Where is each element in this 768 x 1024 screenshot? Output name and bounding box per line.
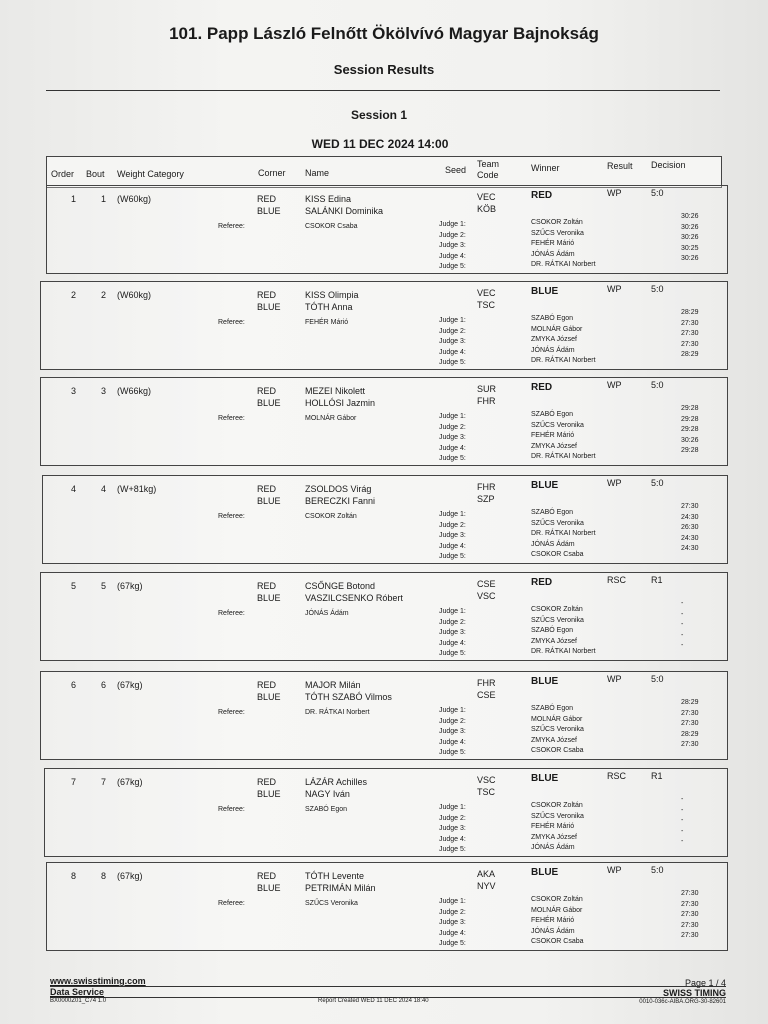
judge-score: - [681, 621, 684, 628]
judge-score: - [681, 642, 684, 649]
decision-score: 5:0 [651, 674, 664, 684]
decision-score: R1 [651, 575, 663, 585]
bout-weight-category: (W+81kg) [117, 484, 157, 494]
judge-name: DR. RÁTKAI Norbert [531, 453, 596, 460]
judge-label: Judge 2: [439, 521, 466, 529]
header-weight-category: Weight Category [117, 169, 184, 179]
blue-corner-label: BLUE [257, 593, 281, 603]
judge-score: 27:30 [681, 900, 699, 908]
bout-weight-category: (67kg) [117, 777, 143, 787]
red-team-code: AKA [477, 869, 496, 879]
judge-score: - [681, 806, 684, 814]
red-team-code: VSC [477, 775, 496, 785]
result-type: WP [607, 478, 622, 488]
document-subtitle: Session Results [333, 62, 435, 77]
judge-score: 27:30 [681, 319, 699, 327]
judge-label: Judge 1: [439, 898, 466, 905]
judge-label: Judge 2: [439, 423, 466, 431]
judge-label: Judge 3: [439, 434, 466, 441]
judge-score: 30:26 [681, 234, 699, 241]
referee-label: Referee: [218, 900, 245, 907]
judge-name: FEHÉR Márió [531, 240, 575, 247]
decision-score: 5:0 [651, 380, 664, 390]
judge-label: Judge 2: [439, 327, 466, 335]
red-boxer-name: MEZEI Nikolett [305, 386, 366, 396]
judge-label: Judge 1: [439, 317, 466, 324]
judge-name: SZABÓ Egon [531, 411, 574, 418]
bout-row [40, 281, 728, 370]
bout-row [40, 377, 728, 466]
winner-corner: BLUE [531, 867, 559, 878]
red-team-code: SUR [477, 384, 497, 394]
judge-label: Judge 3: [439, 728, 466, 735]
referee-name: MOLNÁR Gábor [305, 415, 357, 422]
referee-label: Referee: [218, 610, 245, 617]
judge-score: 29:28 [681, 447, 699, 454]
blue-corner-label: BLUE [257, 398, 281, 408]
winner-corner: RED [531, 577, 553, 588]
blue-corner-label: BLUE [257, 206, 281, 216]
decision-score: R1 [651, 771, 663, 781]
judge-name: MOLNÁR Gábor [531, 906, 583, 914]
footer-page-number: Page 1 / 4 [684, 978, 726, 988]
bout-order: 3 [71, 386, 77, 396]
red-boxer-name: KISS Edina [305, 194, 352, 204]
judge-name: DR. RÁTKAI Norbert [531, 648, 596, 655]
red-corner-label: RED [257, 484, 277, 494]
decision-score: 5:0 [651, 284, 664, 294]
judge-name: JÓNÁS Ádám [531, 927, 575, 935]
judge-label: Judge 2: [439, 231, 466, 239]
bout-order: 4 [71, 484, 77, 494]
bout-weight-category: (67kg) [117, 581, 143, 591]
judge-name: DR. RÁTKAI Norbert [531, 530, 596, 537]
column-header-row [46, 156, 722, 188]
footer-brand: SWISS TIMING [663, 988, 726, 998]
red-boxer-name: MAJOR Milán [305, 680, 361, 690]
red-boxer-name: TÓTH Levente [305, 871, 365, 881]
red-corner-label: RED [257, 871, 277, 881]
red-boxer-name: ZSOLDOS Virág [305, 484, 372, 494]
header-team-code: Team Code [477, 159, 500, 180]
bout-order: 2 [71, 290, 77, 300]
judge-score: 27:30 [681, 503, 699, 510]
blue-boxer-name: TÓTH SZABÓ Vilmos [305, 692, 392, 702]
judge-score: 27:30 [681, 921, 699, 929]
blue-team-code: TSC [477, 787, 495, 797]
judge-label: Judge 1: [439, 511, 466, 518]
judge-name: MOLNÁR Gábor [531, 325, 583, 333]
referee-name: CSOKOR Csaba [305, 223, 358, 230]
blue-corner-label: BLUE [257, 883, 281, 893]
judge-name: SZŰCS Veronika [531, 616, 584, 624]
blue-corner-label: BLUE [257, 302, 281, 312]
judge-score: 29:28 [681, 426, 699, 433]
judge-name: SZŰCS Veronika [531, 812, 584, 820]
bout-order: 1 [71, 194, 77, 204]
result-type: WP [607, 188, 622, 198]
winner-corner: BLUE [531, 480, 559, 491]
referee-label: Referee: [218, 806, 245, 813]
bout-weight-category: (W60kg) [117, 290, 152, 300]
decision-score: 5:0 [651, 188, 664, 198]
judge-score: 28:29 [681, 309, 699, 316]
judge-name: JÓNÁS Ádám [531, 250, 575, 258]
judge-score: 27:30 [681, 890, 699, 897]
judge-name: ZMYKA József [531, 833, 577, 841]
bout-order: 6 [71, 680, 77, 690]
judge-name: FEHÉR Márió [531, 432, 575, 439]
referee-name: FEHÉR Márió [305, 319, 349, 326]
judge-score: 27:30 [681, 720, 699, 727]
referee-label: Referee: [218, 223, 245, 230]
decision-score: 5:0 [651, 478, 664, 488]
header-decision: Decision [651, 160, 686, 170]
red-boxer-name: KISS Olimpia [305, 290, 359, 300]
red-team-code: VEC [477, 288, 496, 298]
result-type: WP [607, 284, 622, 294]
judge-label: Judge 2: [439, 717, 466, 725]
judge-score: 27:30 [681, 330, 699, 337]
judge-score: - [681, 600, 684, 607]
judge-label: Judge 4: [439, 542, 466, 550]
judge-label: Judge 5: [439, 553, 466, 560]
footer-report-created: Report Created WED 11 DEC 2024 18:40 [318, 998, 429, 1004]
winner-corner: BLUE [531, 773, 559, 784]
judge-name: SZŰCS Veronika [531, 726, 584, 733]
judge-score: 27:30 [681, 911, 699, 918]
judge-name: CSOKOR Zoltán [531, 219, 583, 226]
judge-name: SZABÓ Egon [531, 315, 574, 322]
blue-team-code: VSC [477, 591, 496, 601]
judge-name: SZŰCS Veronika [531, 519, 584, 527]
bout-row [46, 862, 728, 951]
judge-name: CSOKOR Zoltán [531, 896, 583, 903]
blue-boxer-name: VASZILCSENKO Róbert [305, 593, 403, 603]
referee-name: CSOKOR Zoltán [305, 513, 357, 520]
judge-label: Judge 2: [439, 908, 466, 916]
judge-label: Judge 4: [439, 929, 466, 937]
judge-label: Judge 3: [439, 242, 466, 249]
bout-order: 8 [71, 871, 77, 881]
judge-label: Judge 5: [439, 359, 466, 366]
judge-score: 26:30 [681, 524, 699, 531]
bout-row [40, 671, 728, 760]
bout-order: 7 [71, 777, 77, 787]
judge-score: - [681, 796, 684, 803]
winner-corner: BLUE [531, 676, 559, 687]
judge-label: Judge 1: [439, 413, 466, 420]
header-winner: Winner [531, 163, 560, 173]
judge-name: CSOKOR Zoltán [531, 606, 583, 613]
judge-score: - [681, 631, 684, 639]
header-name: Name [305, 168, 330, 178]
blue-team-code: KÖB [477, 204, 497, 214]
footer-site: www.swisstiming.com [50, 976, 146, 986]
bout-row [42, 475, 728, 564]
blue-team-code: NYV [477, 881, 496, 891]
judge-label: Judge 5: [439, 455, 466, 462]
judge-name: ZMYKA József [531, 736, 577, 744]
bout-number: 7 [101, 777, 107, 787]
judge-label: Judge 5: [439, 749, 466, 756]
judge-name: ZMYKA József [531, 637, 577, 645]
judge-name: JÓNÁS Ádám [531, 844, 575, 851]
referee-label: Referee: [218, 415, 245, 422]
judge-score: - [681, 610, 684, 618]
judge-label: Judge 1: [439, 707, 466, 714]
judge-score: 29:28 [681, 405, 699, 412]
judge-name: CSOKOR Csaba [531, 938, 584, 945]
judge-score: 27:30 [681, 932, 699, 939]
judge-name: SZŰCS Veronika [531, 421, 584, 429]
blue-corner-label: BLUE [257, 789, 281, 799]
judge-score: 30:26 [681, 436, 699, 444]
judge-score: 27:30 [681, 340, 699, 348]
judge-label: Judge 4: [439, 348, 466, 356]
judge-label: Judge 3: [439, 338, 466, 345]
referee-name: SZŰCS Veronika [305, 900, 358, 907]
bout-number: 5 [101, 581, 107, 591]
blue-boxer-name: HOLLÓSI Jazmin [305, 398, 376, 408]
judge-name: SZŰCS Veronika [531, 229, 584, 237]
blue-boxer-name: BERECZKI Fanni [305, 496, 376, 506]
header-corner: Corner [258, 168, 286, 178]
judge-label: Judge 1: [439, 221, 466, 228]
judge-score: 30:25 [681, 244, 699, 252]
judge-name: DR. RÁTKAI Norbert [531, 357, 596, 364]
judge-name: JÓNÁS Ádám [531, 346, 575, 354]
blue-boxer-name: TÓTH Anna [305, 302, 353, 312]
judge-score: 30:26 [681, 255, 699, 262]
judge-label: Judge 3: [439, 629, 466, 636]
red-corner-label: RED [257, 290, 277, 300]
document-title: 101. Papp László Felnőtt Ökölvívó Magyar Bajnokság [169, 24, 599, 43]
blue-team-code: CSE [477, 690, 496, 700]
judge-name: FEHÉR Márió [531, 917, 575, 924]
blue-boxer-name: SALÁNKI Dominika [305, 206, 384, 216]
blue-boxer-name: PETRIMÁN Milán [305, 883, 376, 893]
header-divider [46, 90, 720, 91]
footer-doc-code: BX0000Z01_C74 1.0 [50, 998, 107, 1004]
bout-weight-category: (W66kg) [117, 386, 152, 396]
red-team-code: CSE [477, 579, 496, 589]
bout-row [44, 768, 728, 857]
header-bout: Bout [86, 169, 105, 179]
blue-boxer-name: NAGY Iván [305, 789, 350, 799]
judge-name: SZABÓ Egon [531, 509, 574, 516]
header-seed: Seed [445, 165, 467, 175]
judge-name: MOLNÁR Gábor [531, 715, 583, 723]
judge-label: Judge 4: [439, 835, 466, 843]
header-order: Order [51, 169, 75, 179]
winner-corner: BLUE [531, 286, 559, 297]
judge-label: Judge 5: [439, 263, 466, 270]
judge-score: - [681, 827, 684, 835]
result-type: RSC [607, 575, 627, 585]
result-type: WP [607, 674, 622, 684]
blue-corner-label: BLUE [257, 692, 281, 702]
decision-score: 5:0 [651, 865, 664, 875]
winner-corner: RED [531, 190, 553, 201]
judge-label: Judge 1: [439, 804, 466, 811]
red-boxer-name: LÁZÁR Achilles [305, 777, 368, 787]
result-type: WP [607, 865, 622, 875]
judge-label: Judge 4: [439, 252, 466, 260]
judge-score: - [681, 838, 684, 845]
red-corner-label: RED [257, 194, 277, 204]
judge-name: FEHÉR Márió [531, 823, 575, 830]
judge-label: Judge 5: [439, 650, 466, 657]
referee-name: JÓNÁS Ádám [305, 610, 349, 617]
blue-team-code: FHR [477, 396, 496, 406]
judge-score: 24:30 [681, 513, 699, 521]
judge-score: 28:29 [681, 351, 699, 358]
bout-weight-category: (W60kg) [117, 194, 152, 204]
red-team-code: VEC [477, 192, 496, 202]
judge-score: 28:29 [681, 699, 699, 706]
session-datetime: WED 11 DEC 2024 14:00 [311, 137, 449, 151]
footer-service: Data Service [50, 987, 105, 997]
judge-name: SZABÓ Egon [531, 627, 574, 634]
result-type: RSC [607, 771, 627, 781]
judge-score: 29:28 [681, 415, 699, 423]
judge-name: CSOKOR Csaba [531, 551, 584, 558]
judge-score: 24:30 [681, 545, 699, 552]
red-corner-label: RED [257, 386, 277, 396]
judge-name: SZABÓ Egon [531, 705, 574, 712]
red-team-code: FHR [477, 678, 496, 688]
judge-label: Judge 3: [439, 532, 466, 539]
header-result: Result [607, 161, 633, 171]
bout-number: 8 [101, 871, 107, 881]
judge-label: Judge 3: [439, 919, 466, 926]
judge-label: Judge 1: [439, 608, 466, 615]
red-corner-label: RED [257, 777, 277, 787]
bout-number: 4 [101, 484, 107, 494]
referee-name: SZABÓ Egon [305, 806, 348, 813]
footer-ref-code: 0010-036c-AIBA.ORG-30-82601 [639, 999, 726, 1005]
blue-team-code: SZP [477, 494, 495, 504]
referee-label: Referee: [218, 319, 245, 326]
judge-label: Judge 4: [439, 444, 466, 452]
footer-divider [50, 986, 726, 987]
judge-name: ZMYKA József [531, 336, 577, 343]
bout-number: 2 [101, 290, 107, 300]
blue-corner-label: BLUE [257, 496, 281, 506]
bout-weight-category: (67kg) [117, 680, 143, 690]
judge-label: Judge 2: [439, 618, 466, 626]
judge-score: 27:30 [681, 709, 699, 717]
winner-corner: RED [531, 382, 553, 393]
red-boxer-name: CSŐNGE Botond [305, 581, 376, 591]
judge-score: 28:29 [681, 730, 699, 738]
result-type: WP [607, 380, 622, 390]
judge-name: ZMYKA József [531, 442, 577, 450]
judge-label: Judge 2: [439, 814, 466, 822]
bout-weight-category: (67kg) [117, 871, 143, 881]
judge-score: 27:30 [681, 741, 699, 748]
referee-label: Referee: [218, 513, 245, 520]
referee-label: Referee: [218, 709, 245, 716]
judge-name: CSOKOR Zoltán [531, 802, 583, 809]
judge-name: CSOKOR Csaba [531, 747, 584, 754]
bout-row [46, 185, 728, 274]
blue-team-code: TSC [477, 300, 495, 310]
judge-score: 30:26 [681, 213, 699, 220]
judge-label: Judge 5: [439, 846, 466, 853]
bout-number: 6 [101, 680, 107, 690]
judge-name: JÓNÁS Ádám [531, 540, 575, 548]
judge-name: DR. RÁTKAI Norbert [531, 261, 596, 268]
bout-number: 1 [101, 194, 107, 204]
red-team-code: FHR [477, 482, 496, 492]
judge-label: Judge 3: [439, 825, 466, 832]
judge-label: Judge 4: [439, 738, 466, 746]
session-label: Session 1 [350, 108, 408, 122]
referee-name: DR. RÁTKAI Norbert [305, 709, 370, 716]
bout-row [40, 572, 728, 661]
judge-score: 30:26 [681, 223, 699, 231]
bout-number: 3 [101, 386, 107, 396]
red-corner-label: RED [257, 680, 277, 690]
judge-score: - [681, 817, 684, 824]
judge-label: Judge 5: [439, 940, 466, 947]
red-corner-label: RED [257, 581, 277, 591]
bout-order: 5 [71, 581, 77, 591]
judge-label: Judge 4: [439, 639, 466, 647]
judge-score: 24:30 [681, 534, 699, 542]
